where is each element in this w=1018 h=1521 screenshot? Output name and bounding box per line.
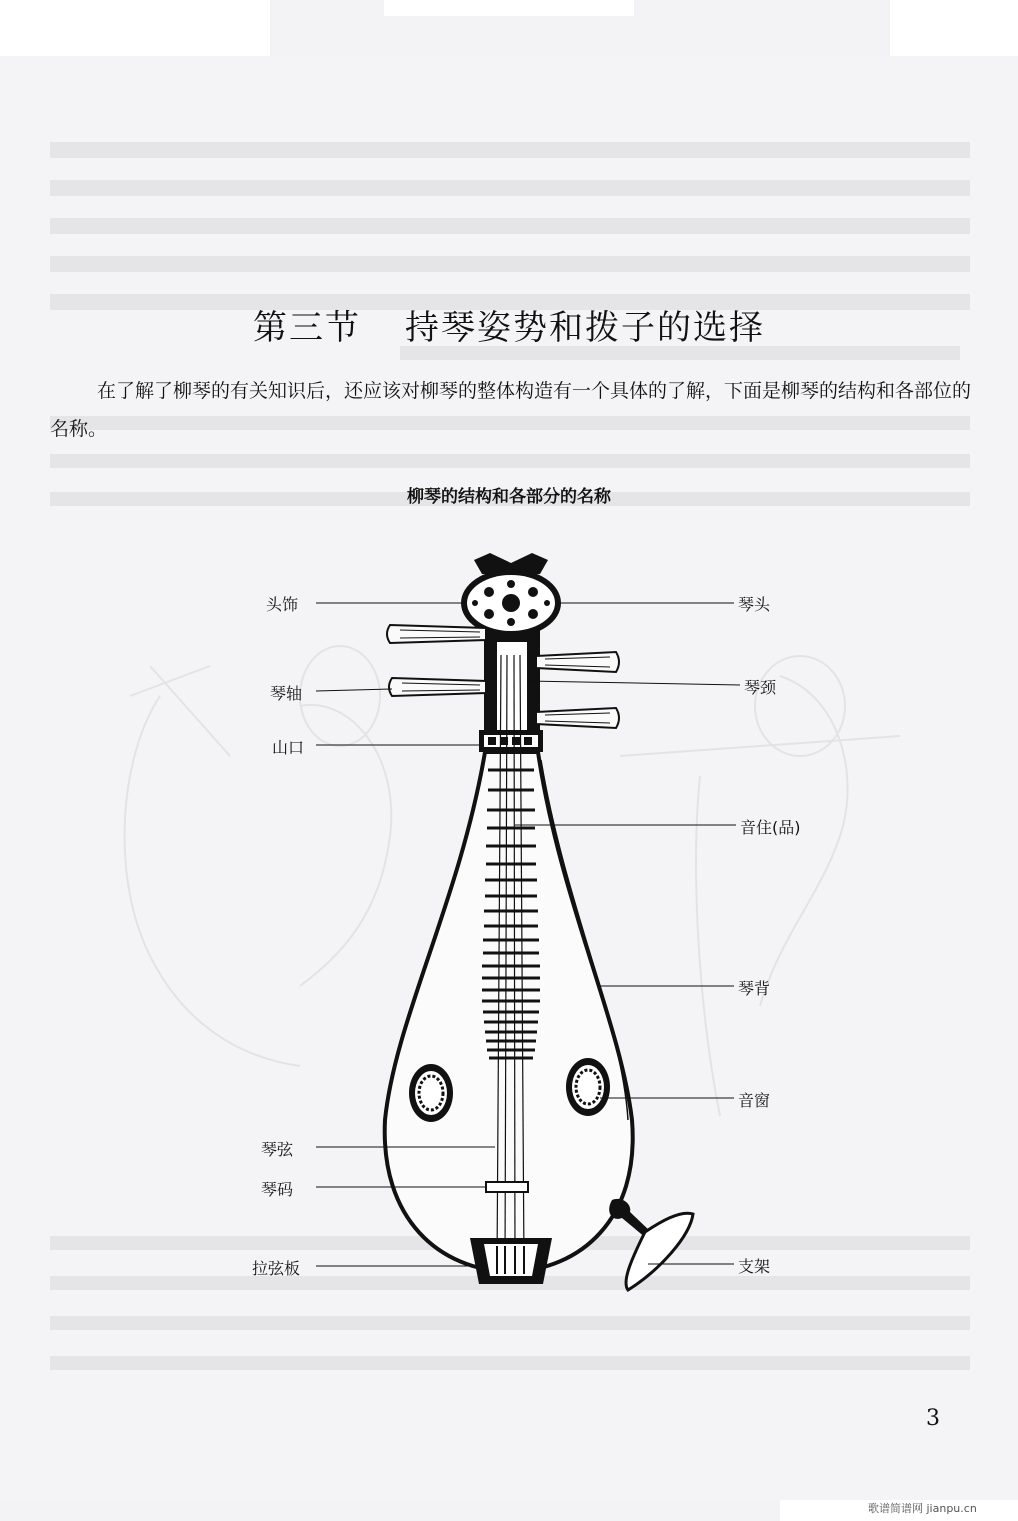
section-number: 第三节 <box>253 308 361 348</box>
label-neck: 琴颈 <box>744 678 777 697</box>
label-stand: 支架 <box>738 1257 771 1276</box>
label-nut: 山口 <box>272 738 305 757</box>
watermark-url: jianpu.cn <box>926 1502 977 1515</box>
bridge <box>486 1182 528 1192</box>
label-bridge: 琴码 <box>261 1180 294 1199</box>
label-back: 琴背 <box>738 979 771 998</box>
label-frets: 音住(品) <box>740 818 801 837</box>
label-tailpiece: 拉弦板 <box>252 1259 301 1278</box>
site-watermark <box>868 1500 977 1516</box>
tailpiece-inner <box>484 1244 538 1276</box>
label-head-ornament: 头饰 <box>266 595 299 614</box>
watermark-text: 歌谱简谱网 <box>868 1502 923 1515</box>
intro-paragraph: 在了解了柳琴的有关知识后，还应该对柳琴的整体构造有一个具体的了解，下面是柳琴的结构和各部位的名称。 <box>50 380 972 440</box>
stand <box>609 1199 693 1290</box>
label-head: 琴头 <box>738 595 771 614</box>
label-strings: 琴弦 <box>261 1140 294 1159</box>
section-heading: 持琴姿势和拨子的选择 <box>405 308 765 348</box>
diagram-caption: 柳琴的结构和各部分的名称 <box>407 487 611 507</box>
label-tuning-pegs: 琴轴 <box>270 684 303 703</box>
page-number: 3 <box>926 1406 940 1431</box>
label-sound-holes: 音窗 <box>738 1091 771 1110</box>
